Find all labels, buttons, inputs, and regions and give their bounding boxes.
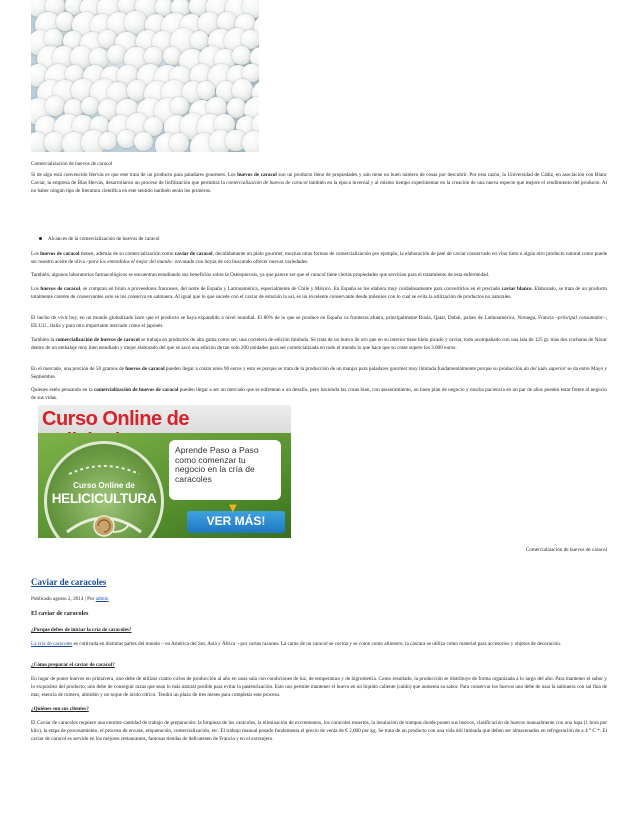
italic-term: comercialización de huevos de caracol bbox=[226, 180, 308, 187]
speech-text: Aprende Paso a Paso como comenzar tu negocio en la cría de caracoles bbox=[175, 445, 259, 485]
bold-term: huevos de caracol bbox=[237, 172, 277, 178]
badge-subtitle: Curso Online de bbox=[73, 481, 135, 490]
ver-mas-button[interactable] bbox=[187, 503, 285, 533]
egg-shape bbox=[44, 29, 62, 47]
egg-shape bbox=[99, 132, 117, 150]
author-link[interactable]: admin bbox=[95, 596, 109, 602]
banner-body bbox=[38, 433, 291, 538]
egg-shape bbox=[169, 133, 189, 152]
egg-shape bbox=[107, 45, 126, 64]
paragraph-cria: La cría de caracoles es cultivada en distintas partes del mundo – en América del Sur, Asia y África – por varias razones. La carne de un caracol se cocina y se come como alimento, la cáscara se utiliza como material para accesorios y objetos de decoración. bbox=[31, 641, 562, 647]
badge-title: HELICICULTURA bbox=[51, 491, 157, 506]
paragraph-highend: También la comercialización de huevos de caracol se trabaja en productos de alta gama como ser, una coctelera de edición limitada. Se trata de un huevo de oro que en su interior tiene hielo picado y caviar, todo acompañado con una lata de 125 gr. más dos cucharas de Nácar dentro de un embalaje muy bien estudiado y mejor elaborado del que se sacó una edición de tan solo 200 unidades para ser comercializada en todo el mundo lo que hace que su coste supere los 3.000 euros. bbox=[31, 337, 607, 352]
egg-shape bbox=[232, 46, 251, 65]
paragraph-preparation: En lugar de poner huevos en primavera, uno debe de utilizar cuatro ciclos de producción al año en unas sala con condiciones de luz, de temperatura y de higrometría. Como resultado, la producción se distribuye de forma organizada a lo largo del año. Para mantener el sabor y lo exquisitez del producto, uno debe de conseguir razas que sean lo más natural posible para evitar la pasteurización. Esto nos permite mantener el huevo en un líquido caliente (caldo) que aumenta su sabor. Para conservar los huevos uno debe de usar la salmuera con sal fina de mar, esencia de romero, almidón y un toque de ácido cítrico. Tendrá un plazo de tres meses para completar este proceso. bbox=[31, 676, 607, 699]
post-title-link[interactable]: Caviar de caracoles bbox=[31, 577, 107, 587]
photo-caption: Comercialización de huevos de caracol bbox=[31, 161, 113, 167]
paragraph-purchase: Los huevos de caracol, se compran en bruto a proveedores franceses, del norte de España y Latinoamérica, especialmente de Chile y México. En España se los elabora muy cuidadosamente para convertirlos en el preciado caviar blanco. Elaborado, se trata de un producto totalmente carente de conservantes solo se los conserva en salmuera. Al igual que lo que sucede con el caviar de esturión la sal, es un excelente conservante desde milenios con lo cual se evita la utilización de productos no naturales. bbox=[31, 286, 607, 301]
arrow-down-icon: ▼ bbox=[229, 503, 237, 514]
course-badge bbox=[44, 441, 164, 538]
paragraph-global: El hecho de vivir hoy, en un mundo globalizado hace que el producto se haya expandido a nivel mundial. El 80% de lo que se produce en España va fronteras afuera, principalmente Rusia, Qatar, Dubái, países de Latinoamérica, Noruega, Francia –principal consumidor–, EE.UU., Italia y para otro importante mercado como el japonés. bbox=[31, 315, 607, 330]
egg-shape bbox=[117, 130, 135, 148]
banner-title: Curso Online de bbox=[42, 408, 189, 430]
egg-shape bbox=[144, 47, 163, 66]
egg-shape bbox=[242, 131, 259, 152]
egg-shape bbox=[45, 96, 65, 116]
section-heading: El caviar de caracoles bbox=[31, 610, 89, 617]
question-heading: ¿Quiénes son sus clientes? bbox=[31, 706, 89, 712]
egg-shape bbox=[232, 79, 253, 100]
paragraph-osteoporosis: También, algunos laboratorios farmacológicos se encuentran estudiando sus beneficios sobre la Osteoporosis, ya que parece ser que el caracol tiene ciertas propiedades que servirían para el tratamiento de esta enfermedad. bbox=[31, 272, 490, 278]
bullet-icon bbox=[39, 237, 42, 240]
egg-shape bbox=[81, 97, 99, 115]
banner-header bbox=[38, 405, 291, 433]
speech-bubble bbox=[169, 440, 281, 500]
paragraph-forms: Los huevos de caracol tienen, además de su comercialización como caviar de caracol, decididamente un plato gourmet, muchas otras formas de comercialización por ejemplo, la elaboración de paté de caviar conservado en vino tinto o algún otro producto natural como puede ser nuestro aceite de oliva –para los entendidos el mejor del mundo– envasado con hoyas de oro buscando ofrecer nuevas variedades. bbox=[31, 251, 607, 266]
paragraph-clients: El Caviar de caracoles requiere una enorme cantidad de trabajo de preparación: la limpieza de los caracoles, la eliminación de excrementos, los caracoles muertos, la insulación de trampas donde ponen sus huevos, clasificación de huevos manualmente con una lupa (1 hora por kilo), la etapa de procesamiento, el proceso de envase, etiquetación, comercialización, etc. El trabajo manual posado fundamenta el precio de venta de € 2,000 por kg. Se trata de un producto con una vida útil limitada que deben ser almacenados en refrigeración de a 4 ° C *. El caviar de caracol es servido en los mejores restaurantes, famosas tiendas de delicatesen de Francia y en el extranjero. bbox=[31, 720, 607, 743]
intro-paragraph: Si de algo está convencido Hervás es que este trata de un producto para paladares gourmets. Los huevos de caracol son un producto lleno de propiedades y aún tiene un buen número de cosas por descubrir. Por esta razón, la Universidad de Cádiz, en asociación con Blanc Caviar, la empresa de Blas Hervás, desarrollaron un proceso de liofilización que permitirá la comercialización de huevos de caracol también en la época invernal y al mismo tiempo experimentar en la creación de una nueva especie que mejore el rendimiento del producto. Al no haber ningún tipo de literatura científica en este sentido también serán los primeros. bbox=[31, 172, 608, 195]
egg-shape bbox=[134, 132, 153, 151]
question-heading: ¿Cómo preparar el caviar de caracol? bbox=[31, 662, 115, 668]
paragraph-price: En el mercado, una porción de 50 gramos de huevos de caracol pueden llegar a costar unos 90 euros y esto es porque se trata de la producción de un manjar para paladares gourmet muy limitada fundamentalmente porque su producción da del lado superior se da entre Mayo y Septiembre. bbox=[31, 366, 607, 381]
egg-shape bbox=[170, 97, 189, 116]
banner-caption: Comercialización de huevos de caracol bbox=[525, 547, 607, 553]
ver-mas-label: VER MÁS! bbox=[206, 514, 266, 528]
snail-eggs-photo bbox=[31, 0, 259, 152]
bullet-item: Alcances de la comercialización de huevos de caracol bbox=[39, 235, 160, 243]
post-meta: Publicado agosto 2, 2014 | Por admin bbox=[31, 596, 109, 602]
cria-link[interactable]: La cría de caracoles bbox=[31, 641, 73, 647]
course-banner-ad[interactable] bbox=[38, 405, 291, 538]
question-heading: ¿Porque debes de iniciar la cría de caracoles? bbox=[31, 627, 132, 633]
paragraph-business: Quienes estén pensando en la comercialización de huevos de caracol pueden llegar a ser un mercado que se enfrentan a un desafío, pero haciendo las cosas bien, con asesoramiento, un buen plan de negocio y mucha paciencia en un par de años pueden estar frente al negocio de sus vidas. bbox=[31, 387, 607, 402]
